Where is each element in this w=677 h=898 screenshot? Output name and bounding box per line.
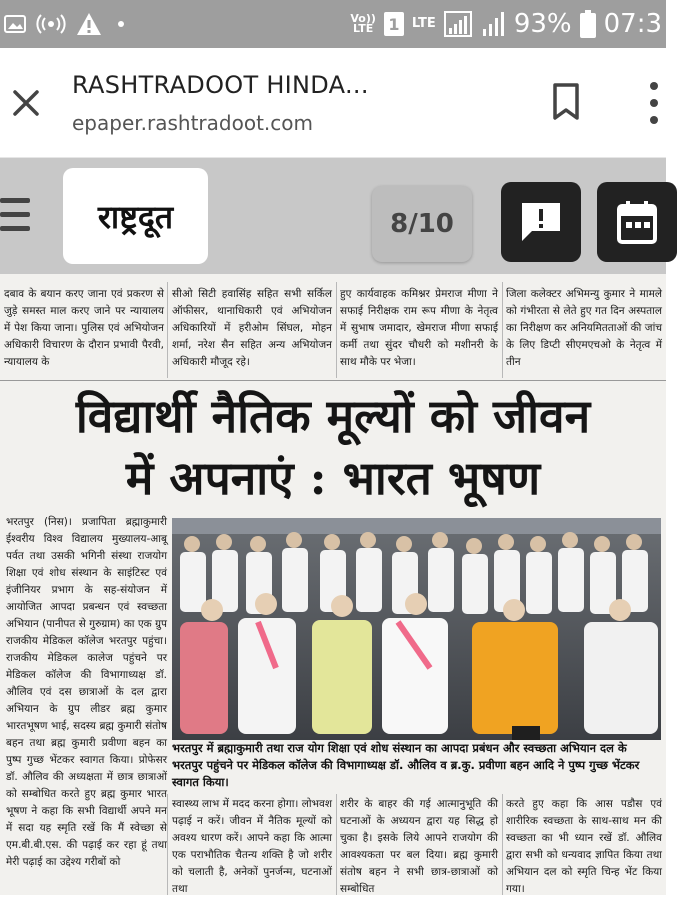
newspaper-page[interactable] <box>0 274 666 895</box>
battery-icon <box>580 10 596 38</box>
more-options-button[interactable] <box>640 78 666 128</box>
epaper-toolbar <box>0 158 666 274</box>
logo-text: राष्ट्रदूत <box>97 197 174 236</box>
menu-button[interactable] <box>0 196 30 234</box>
bookmark-button[interactable] <box>546 80 586 124</box>
notification-dot-icon <box>114 17 128 31</box>
photo-caption: भरतपुर में ब्रह्माकुमारी तथा राज योग शिक्षा एवं शोध संस्थान का आपदा प्रबंधन और स्वच्छता अभियान दल के भरतपुर पहुंचने पर मेडिकल कॉलेज की विभागाध्यक्ष डॉ. औलिव व ब्र.कु. प्रवीणा बहन आदि ने पुष्प गुच्छ भेंटकर स्वागत किया। <box>172 741 640 789</box>
hotspot-icon <box>38 13 64 35</box>
column-divider <box>167 282 168 378</box>
headline-line-2: में अपनाएं : भारत भूषण <box>125 451 541 505</box>
top-column-3: हुए कार्यवाहक कमिश्नर प्रेमराज मीणा ने सफाई निरीक्षक राम रूप मीणा के नेतृत्व में सुभाष जमादार, खेमराज मीणा सफाई कर्मी तथा सुंदर चौधरी को मशीनरी के साथ मौके पर भेजा। <box>340 288 498 368</box>
column-divider <box>336 282 337 378</box>
bottom-column-2: शरीर के बाहर की गई आत्मानुभूति की घटनाओं के अध्ययन द्वारा यह सिद्ध हो चुका है। इसके लिये आपने राजयोग की आवश्यकता पर बल दिया। ब्रह्म कुमारी संतोष बहन ने सभी छात्र-छात्राओं को सम्बोधित <box>340 798 498 895</box>
status-bar <box>0 0 666 48</box>
browser-url-bar <box>0 48 666 158</box>
warning-icon <box>76 12 102 36</box>
status-bar-right <box>350 9 666 39</box>
headline-line-1: विद्यार्थी नैतिक मूल्यों को जीवन <box>75 389 591 443</box>
column-divider <box>167 794 168 895</box>
image-icon <box>4 14 26 34</box>
volte-indicator: Vo)) LTE <box>350 12 376 35</box>
page-url: epaper.rashtradoot.com <box>72 110 313 135</box>
close-icon <box>11 88 41 118</box>
close-tab-button[interactable] <box>2 79 50 127</box>
calendar-icon <box>617 200 657 244</box>
signal-bars-icon <box>482 11 506 37</box>
column-divider <box>502 282 503 378</box>
article-photo <box>172 518 661 740</box>
rashtradoot-logo[interactable] <box>63 168 208 264</box>
calendar-button[interactable] <box>597 182 677 262</box>
sim-indicator: 1 <box>384 12 404 36</box>
signal-icon <box>444 11 474 37</box>
article-left-column: भरतपुर (निस)। प्रजापिता ब्रह्माकुमारी ईश्वरीय विश्व विद्यालय मुख्यालय-आबू पर्वत तथा उसकी भगिनी संस्था राजयोग शिक्षा एवं शोध संस्थान के साइंटिस्ट एवं इंजीनियर प्रभाग के सह-संयोजन में आयोजित आपदा प्रबन्धन एवं स्वच्छता अभियान (पानीपत से गुरुग्राम) का एक ग्रुप राजकीय मेडिकल कॉलेज भरतपुर पहुंचा। राजकीय मेडिकल कालेज पहुंचने पर मेडिकल कॉलेज की विभागाध्यक्ष डॉ. औलिव एवं दस छात्राओं के दल द्वारा अभियान के ग्रुप लीडर ब्रह्म कुमार भारतभूषण भाई, सदस्य ब्रह्म कुमारी संतोष बहन तथा ब्रह्म कुमारी प्रवीणा बहन का पुष्प गुच्छ भेंटकर स्वागत किया। प्रोफेसर डॉ. औलिव की अध्यक्षता में छात्र छात्राओं को सम्बोधित करते हुए ब्रह्म कुमार भारत भूषण ने कहा कि सभी विद्यार्थी अपने मन में सदा यह स्मृति रखें कि मैं स्वेच्छा से एम.बी.बी.एस. की पढ़ाई कर रहा हूं तथा मेरी पढ़ाई का उद्देश्य गरीबों को <box>6 516 167 868</box>
section-divider <box>0 380 666 381</box>
url-texts[interactable] <box>72 71 369 135</box>
column-divider <box>336 794 337 895</box>
page-title: RASHTRADOOT HINDA... <box>72 70 369 99</box>
status-bar-left <box>0 12 128 36</box>
top-column-1: दबाव के बयान करए जाना एवं प्रकरण से जुड़े समस्त माल करए जाने पर न्यायालय में पेश किया जाना। पुलिस एवं अभियोजन अधिकारी विचारण के दौरान प्रभावी पैरवी, न्यायालय के <box>4 288 164 368</box>
bottom-column-3: करते हुए कहा कि आस पडौस एवं शारीरिक स्वच्छता के साथ-साथ मन की स्वच्छता का भी ध्यान रखें डॉ. औलिव द्वारा सभी को धन्यवाद ज्ञापित किया तथा अभियान दल को स्मृति चिन्ह भेंट किया गया। <box>506 798 662 895</box>
bottom-column-1: स्वास्थ्य लाभ में मदद करना होगा। लोभवश पढ़ाई न करें। जीवन में नैतिक मूल्यों को अवश्य धारण करें। आपने कहा कि आत्मा एक पराभौतिक चैतन्य शक्ति है जो शरीर को चलाती है, अनेकों पुनर्जन्म, घटनाओं तथा <box>172 798 332 895</box>
top-column-2: सीओ सिटी हवासिंह सहित सभी सर्किल ऑफीसर, थानाधिकारी एवं अभियोजन अधिकारियों में हरीओम सिंघल, मोहन शर्मा, नरेश सैन सहित अन्य अभियोजन अधिकारी मौजूद रहे। <box>172 288 332 368</box>
lte-indicator: LTE <box>411 16 436 31</box>
battery-percent: 93% <box>513 9 572 39</box>
page-counter[interactable]: 8/10 <box>372 186 472 262</box>
column-divider <box>502 794 503 895</box>
top-column-4: जिला कलेक्टर अभिमन्यु कुमार ने मामले को गंभीरता से लेते हुए गत दिन अस्पताल का निरीक्षण कर अनियमितताओं की जांच के लिए डिप्टी सीएमएचओ के नेतृत्व में तीन <box>506 288 662 368</box>
clock: 07:3 <box>603 9 662 39</box>
notice-icon <box>518 199 564 245</box>
bookmark-icon <box>552 83 580 121</box>
notice-button[interactable] <box>501 182 581 262</box>
